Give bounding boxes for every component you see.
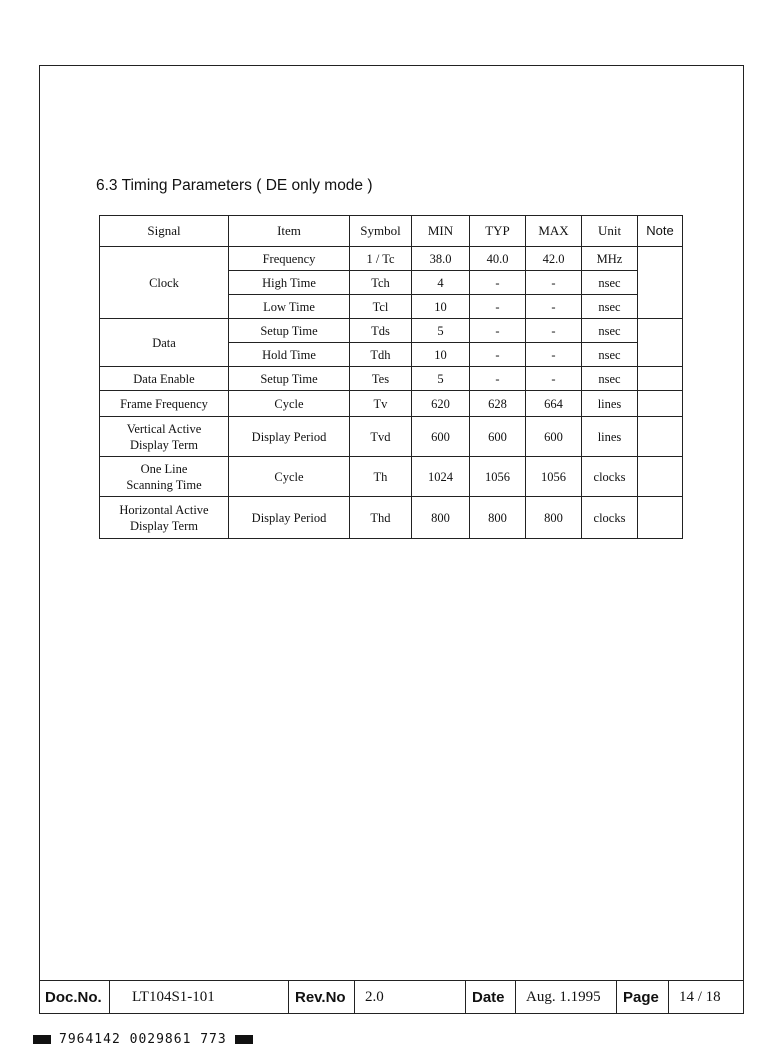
section-title: 6.3 Timing Parameters ( DE only mode ) [96, 177, 373, 194]
rev-no-value-cell [355, 981, 466, 1013]
header-max: MAX [526, 216, 582, 247]
page-value: 14 / 18 [679, 988, 721, 1005]
timing-table [99, 215, 683, 539]
black-block-marker [235, 1035, 253, 1044]
date-label-cell [466, 981, 516, 1013]
cell-symbol: Tvd [350, 417, 412, 457]
cell-item: High Time [229, 271, 350, 295]
cell-symbol: Thd [350, 497, 412, 539]
page-frame [39, 65, 744, 1014]
cell-min: 620 [412, 391, 470, 417]
table-row [100, 247, 683, 271]
document-footer [39, 980, 744, 1014]
cell-min: 38.0 [412, 247, 470, 271]
rev-no-value: 2.0 [365, 988, 384, 1005]
doc-no-label: Doc.No. [45, 988, 102, 1006]
cell-unit: nsec [582, 319, 638, 343]
date-value: Aug. 1.1995 [526, 988, 601, 1005]
cell-typ: 40.0 [470, 247, 526, 271]
cell-item: Display Period [229, 497, 350, 539]
scan-code-text: 7964142 0029861 773 [59, 1032, 227, 1047]
table-row [100, 457, 683, 497]
page-label: Page [623, 988, 659, 1006]
cell-symbol: Tes [350, 367, 412, 391]
cell-unit: nsec [582, 367, 638, 391]
cell-typ: 800 [470, 497, 526, 539]
doc-no-label-cell [39, 981, 110, 1013]
header-signal: Signal [100, 216, 229, 247]
cell-typ: 600 [470, 417, 526, 457]
signal-line: One Line [140, 461, 188, 476]
table-row [100, 367, 683, 391]
table-header-row [100, 216, 683, 247]
cell-unit: lines [582, 391, 638, 417]
cell-note [638, 457, 683, 497]
cell-min: 5 [412, 367, 470, 391]
page-label-cell [617, 981, 669, 1013]
cell-typ: - [470, 271, 526, 295]
cell-max: 800 [526, 497, 582, 539]
rev-no-label: Rev.No [295, 988, 346, 1006]
cell-symbol: Tds [350, 319, 412, 343]
cell-unit: clocks [582, 497, 638, 539]
cell-max: - [526, 295, 582, 319]
cell-item: Display Period [229, 417, 350, 457]
cell-symbol: Tv [350, 391, 412, 417]
cell-unit: nsec [582, 295, 638, 319]
signal-line: Display Term [130, 518, 198, 533]
table-row [100, 319, 683, 343]
header-min: MIN [412, 216, 470, 247]
cell-unit: clocks [582, 457, 638, 497]
cell-min: 10 [412, 343, 470, 367]
date-label: Date [472, 988, 505, 1006]
signal-frame-frequency: Frame Frequency [100, 391, 229, 417]
cell-max: - [526, 319, 582, 343]
cell-min: 800 [412, 497, 470, 539]
signal-horizontal-active [100, 497, 229, 539]
cell-max: 42.0 [526, 247, 582, 271]
cell-note [638, 497, 683, 539]
cell-symbol: Th [350, 457, 412, 497]
cell-item: Hold Time [229, 343, 350, 367]
cell-item: Cycle [229, 391, 350, 417]
cell-symbol: 1 / Tc [350, 247, 412, 271]
signal-line: Scanning Time [126, 477, 202, 492]
signal-line: Display Term [130, 437, 198, 452]
doc-no-value-cell [110, 981, 289, 1013]
rev-no-label-cell [289, 981, 355, 1013]
cell-item: Cycle [229, 457, 350, 497]
cell-unit: nsec [582, 343, 638, 367]
signal-clock: Clock [100, 247, 229, 319]
cell-symbol: Tcl [350, 295, 412, 319]
cell-max: 664 [526, 391, 582, 417]
header-unit: Unit [582, 216, 638, 247]
page-value-cell [669, 981, 743, 1013]
signal-data: Data [100, 319, 229, 367]
table-row [100, 497, 683, 539]
cell-min: 4 [412, 271, 470, 295]
cell-min: 10 [412, 295, 470, 319]
cell-item: Setup Time [229, 367, 350, 391]
cell-max: 1056 [526, 457, 582, 497]
cell-typ: - [470, 319, 526, 343]
cell-max: - [526, 367, 582, 391]
cell-typ: 1056 [470, 457, 526, 497]
cell-max: - [526, 343, 582, 367]
header-symbol: Symbol [350, 216, 412, 247]
cell-note [638, 319, 683, 367]
cell-item: Frequency [229, 247, 350, 271]
cell-min: 5 [412, 319, 470, 343]
cell-unit: lines [582, 417, 638, 457]
doc-no-value: LT104S1-101 [132, 988, 215, 1005]
cell-min: 600 [412, 417, 470, 457]
date-value-cell [516, 981, 617, 1013]
cell-note [638, 391, 683, 417]
signal-line: Horizontal Active [119, 502, 209, 517]
header-item: Item [229, 216, 350, 247]
cell-unit: MHz [582, 247, 638, 271]
signal-line: Vertical Active [126, 421, 202, 436]
signal-one-line [100, 457, 229, 497]
cell-typ: - [470, 367, 526, 391]
black-block-marker [33, 1035, 51, 1044]
scan-code [33, 1032, 253, 1047]
cell-typ: - [470, 343, 526, 367]
cell-symbol: Tdh [350, 343, 412, 367]
cell-item: Low Time [229, 295, 350, 319]
cell-item: Setup Time [229, 319, 350, 343]
table-row [100, 417, 683, 457]
cell-note [638, 247, 683, 319]
cell-typ: 628 [470, 391, 526, 417]
cell-unit: nsec [582, 271, 638, 295]
signal-vertical-active [100, 417, 229, 457]
header-typ: TYP [470, 216, 526, 247]
cell-typ: - [470, 295, 526, 319]
header-note: Note [638, 216, 683, 247]
signal-data-enable: Data Enable [100, 367, 229, 391]
cell-symbol: Tch [350, 271, 412, 295]
cell-max: - [526, 271, 582, 295]
cell-note [638, 367, 683, 391]
cell-max: 600 [526, 417, 582, 457]
cell-min: 1024 [412, 457, 470, 497]
table-row [100, 391, 683, 417]
cell-note [638, 417, 683, 457]
